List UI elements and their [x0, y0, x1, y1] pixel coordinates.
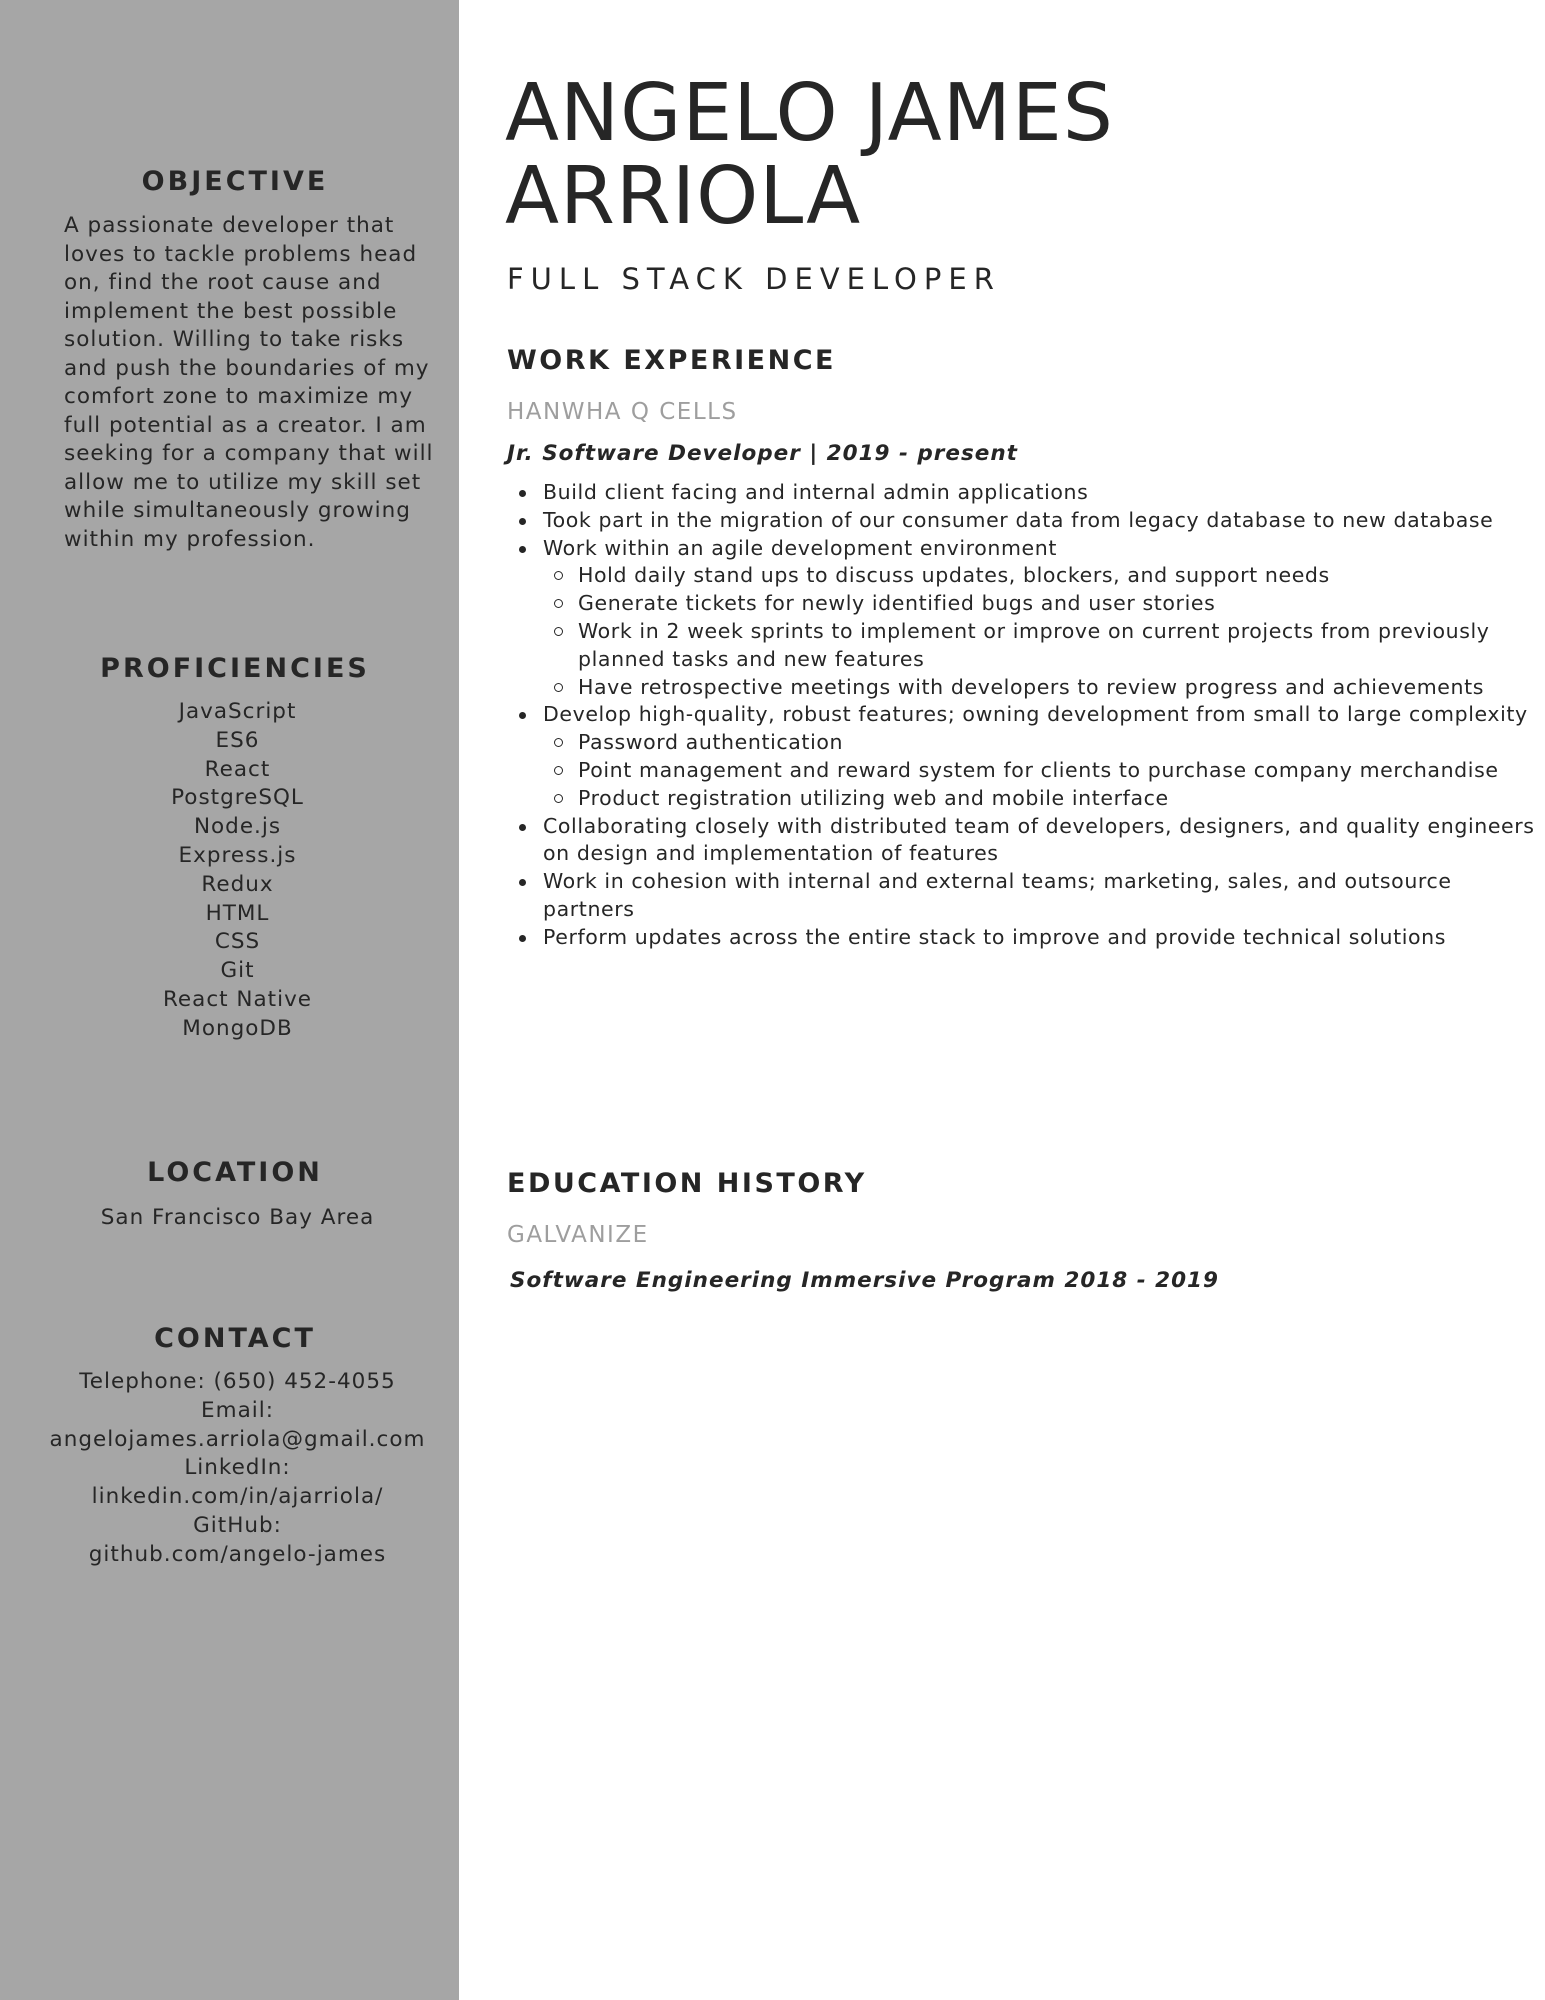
- duty-item: [543, 924, 1543, 952]
- proficiency-item: Express.js: [178, 842, 297, 868]
- duty-subitem: Generate tickets for newly identified bugs and user stories: [578, 590, 1543, 618]
- education-heading: EDUCATION HISTORY: [507, 1168, 867, 1199]
- contact-line: GitHub:: [193, 1512, 282, 1538]
- duty-item: [543, 868, 1543, 924]
- proficiency-item: Git: [220, 958, 255, 984]
- work-experience-heading: WORK EXPERIENCE: [507, 345, 836, 376]
- duty-text: Work within an agile development environment: [543, 535, 1057, 560]
- contact-line: Email:: [201, 1397, 274, 1423]
- proficiencies-list: [0, 698, 475, 1044]
- duty-sublist: [543, 562, 1543, 701]
- proficiency-item: HTML: [205, 900, 270, 926]
- duty-subitem: Work in 2 week sprints to implement or improve on current projects from previously planned tasks and new features: [578, 618, 1543, 674]
- duty-item: [543, 813, 1543, 869]
- contact-line: LinkedIn:: [184, 1455, 291, 1481]
- contact-line: angelojames.arriola@gmail.com: [49, 1426, 426, 1452]
- contact-heading: CONTACT: [154, 1323, 316, 1354]
- objective-text: A passionate developer that loves to tackle problems head on, find the root cause and implement the best possible solution. Willing to take risks and push the boundaries of my comfort zone to maximize my full potential as a creator. I am seeking for a company that will allow me to utilize my skill set while simultaneously growing within my profession.: [64, 213, 434, 552]
- duty-sublist: [543, 729, 1543, 812]
- proficiency-item: Node.js: [193, 814, 282, 840]
- location-text: San Francisco Bay Area: [100, 1205, 375, 1230]
- proficiency-item: PostgreSQL: [171, 785, 304, 811]
- proficiency-item: CSS: [214, 929, 261, 955]
- proficiency-item: React Native: [162, 986, 313, 1012]
- job-role: Jr. Software Developer | 2019 - present: [507, 441, 1018, 466]
- name-line-1: ANGELO JAMES: [505, 67, 1114, 159]
- objective-heading: OBJECTIVE: [141, 166, 329, 197]
- education-program: Software Engineering Immersive Program 2018 - 2019: [510, 1268, 1219, 1293]
- duty-subitem: Product registration utilizing web and mobile interface: [578, 785, 1543, 813]
- proficiency-item: Redux: [201, 871, 274, 897]
- name-line-2: ARRIOLA: [505, 150, 862, 242]
- job-title: FULL STACK DEVELOPER: [507, 262, 1001, 296]
- duty-text: Perform updates across the entire stack to improve and provide technical solutions: [543, 924, 1447, 949]
- proficiency-item: React: [204, 756, 271, 782]
- duty-subitem: Password authentication: [578, 729, 1543, 757]
- duty-text: Took part in the migration of our consumer data from legacy database to new database: [543, 507, 1494, 532]
- contact-list: [0, 1368, 475, 1570]
- duty-subitem: Have retrospective meetings with developers to review progress and achievements: [578, 674, 1543, 702]
- duty-text: Build client facing and internal admin applications: [543, 480, 1089, 504]
- duty-item: [543, 507, 1543, 535]
- company-name: HANWHA Q CELLS: [507, 399, 738, 425]
- duty-subitem: Point management and reward system for clients to purchase company merchandise: [578, 757, 1543, 785]
- location-heading: LOCATION: [147, 1157, 323, 1188]
- duty-text: Develop high-quality, robust features; owning development from small to large complexity: [543, 702, 1528, 727]
- duties-list: [507, 479, 1543, 952]
- contact-line: github.com/angelo-james: [88, 1541, 387, 1567]
- duty-item: [543, 701, 1543, 812]
- duty-item: [543, 479, 1543, 507]
- duty-text: Collaborating closely with distributed team of developers, designers, and quality engineers on design and implementation of features: [543, 813, 1535, 866]
- school-name: GALVANIZE: [507, 1222, 649, 1248]
- proficiency-item: MongoDB: [182, 1015, 293, 1041]
- proficiency-item: JavaScript: [178, 699, 297, 724]
- duty-item: [543, 535, 1543, 702]
- duty-subitem: Hold daily stand ups to discuss updates, blockers, and support needs: [578, 562, 1543, 590]
- contact-line: Telephone: (650) 452-4055: [79, 1369, 396, 1394]
- contact-line: linkedin.com/in/ajarriola/: [91, 1484, 384, 1510]
- proficiency-item: ES6: [215, 727, 260, 753]
- candidate-name: [505, 67, 1114, 242]
- proficiencies-heading: PROFICIENCIES: [100, 653, 370, 684]
- duty-text: Work in cohesion with internal and external teams; marketing, sales, and outsource partners: [543, 869, 1452, 921]
